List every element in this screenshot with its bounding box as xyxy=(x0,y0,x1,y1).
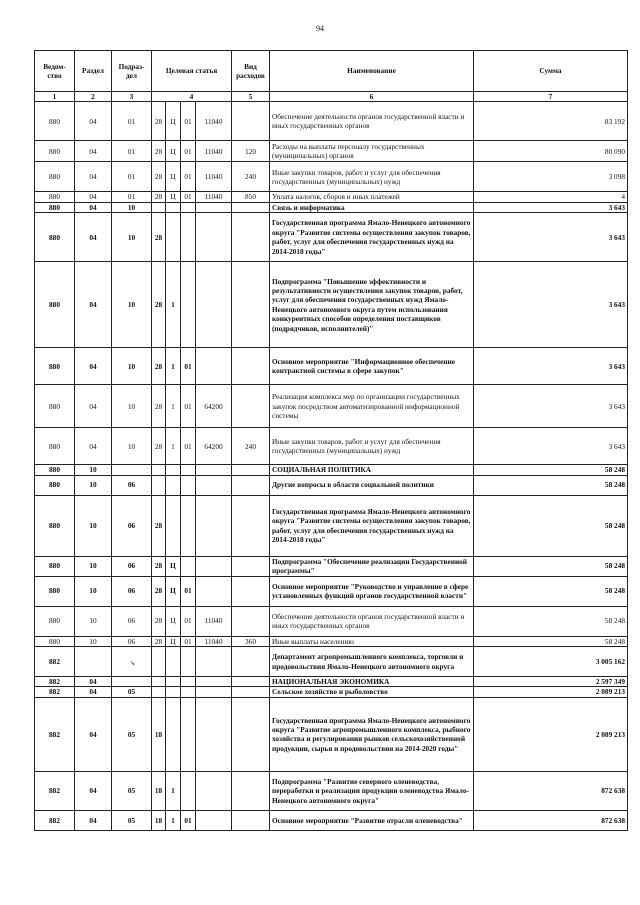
table-row xyxy=(35,636,628,646)
cell-sum: 3 643 xyxy=(474,202,628,212)
cell-t1: 18 xyxy=(152,697,166,771)
cell-t2 xyxy=(166,697,181,771)
cell-vid xyxy=(232,697,270,771)
cell-t1: 28 xyxy=(152,262,166,348)
cell-razdel: 04 xyxy=(75,687,112,697)
cell-t3 xyxy=(181,556,196,576)
cell-t2: 1 xyxy=(166,348,181,385)
table-row xyxy=(35,697,628,771)
cell-vid xyxy=(232,385,270,428)
cell-podrazdel: 05 xyxy=(112,771,152,810)
cell-t4: 11040 xyxy=(196,162,232,192)
cell-razdel: 10 xyxy=(75,556,112,576)
cell-ved: 880 xyxy=(35,192,75,202)
cell-t1: 28 xyxy=(152,556,166,576)
cell-razdel: 04 xyxy=(75,810,112,830)
cell-sum: 58 248 xyxy=(474,495,628,556)
table-row xyxy=(35,348,628,385)
cell-ved: 882 xyxy=(35,771,75,810)
cell-podrazdel xyxy=(112,677,152,687)
table-row xyxy=(35,465,628,475)
table-row xyxy=(35,687,628,697)
cell-podrazdel xyxy=(112,465,152,475)
cell-name: Основное мероприятие "Информационное обеспечение контрактной системы в сфере закупок" xyxy=(270,348,474,385)
cell-t3 xyxy=(181,202,196,212)
table-row xyxy=(35,213,628,262)
cell-t2 xyxy=(166,475,181,495)
cell-razdel: 10 xyxy=(75,576,112,606)
cell-t2 xyxy=(166,465,181,475)
cell-razdel: 04 xyxy=(75,213,112,262)
cell-razdel: 04 xyxy=(75,162,112,192)
cell-ved: 882 xyxy=(35,697,75,771)
cell-name: Уплата налогов, сборов и иных платежей xyxy=(270,192,474,202)
cell-t1: 28 xyxy=(152,348,166,385)
cell-t1: 28 xyxy=(152,636,166,646)
header-ved: Ведом-ство xyxy=(35,51,75,92)
cell-t1: 28 xyxy=(152,102,166,141)
cell-razdel: 04 xyxy=(75,697,112,771)
cell-t4: 11040 xyxy=(196,192,232,202)
cell-sum: 83 192 xyxy=(474,102,628,141)
cell-sum: 4 xyxy=(474,192,628,202)
cell-razdel: 04 xyxy=(75,192,112,202)
cell-podrazdel: 01 xyxy=(112,102,152,141)
col-num: 1 xyxy=(35,92,75,102)
cell-name: Государственная программа Ямало-Ненецкого автономного округа "Развитие системы осуществления закупок товаров, работ, услуг для обеспечения государственных нужд на 2014-2018 годы" xyxy=(270,495,474,556)
cell-t1: 28 xyxy=(152,428,166,465)
table-row xyxy=(35,495,628,556)
cell-razdel: 10 xyxy=(75,495,112,556)
budget-table xyxy=(34,50,628,831)
cell-t4 xyxy=(196,647,232,677)
cell-sum: 58 248 xyxy=(474,636,628,646)
cell-t3 xyxy=(181,262,196,348)
tick-mark: ↘ xyxy=(130,660,136,667)
cell-sum: 3 643 xyxy=(474,213,628,262)
cell-podrazdel: 06 xyxy=(112,495,152,556)
cell-name: Подпрограмма "Обеспечение реализации Государственной программы" xyxy=(270,556,474,576)
cell-razdel: 04 xyxy=(75,262,112,348)
cell-t2 xyxy=(166,495,181,556)
cell-vid: 360 xyxy=(232,636,270,646)
table-row xyxy=(35,385,628,428)
cell-t2 xyxy=(166,647,181,677)
cell-podrazdel: 10 xyxy=(112,385,152,428)
cell-sum: 3 643 xyxy=(474,262,628,348)
cell-razdel: 10 xyxy=(75,465,112,475)
cell-ved: 880 xyxy=(35,102,75,141)
cell-name: НАЦИОНАЛЬНАЯ ЭКОНОМИКА xyxy=(270,677,474,687)
cell-razdel: 04 xyxy=(75,385,112,428)
col-num: 4 xyxy=(152,92,232,102)
cell-vid xyxy=(232,475,270,495)
table-row xyxy=(35,262,628,348)
cell-razdel: 04 xyxy=(75,102,112,141)
table-row xyxy=(35,576,628,606)
cell-ved: 880 xyxy=(35,576,75,606)
cell-ved: 880 xyxy=(35,428,75,465)
cell-t2 xyxy=(166,213,181,262)
cell-t3 xyxy=(181,677,196,687)
cell-vid xyxy=(232,647,270,677)
cell-vid xyxy=(232,102,270,141)
cell-vid xyxy=(232,810,270,830)
cell-razdel: 04 xyxy=(75,428,112,465)
table-row xyxy=(35,428,628,465)
header-sum: Сумма xyxy=(474,51,628,92)
table-row xyxy=(35,677,628,687)
header-podrazdel: Подраз-дел xyxy=(112,51,152,92)
cell-ved: 882 xyxy=(35,647,75,677)
cell-t2: Ц xyxy=(166,606,181,636)
cell-podrazdel: 06 xyxy=(112,576,152,606)
cell-t1: 28 xyxy=(152,141,166,162)
cell-t3: 01 xyxy=(181,102,196,141)
cell-ved: 880 xyxy=(35,262,75,348)
col-num: 6 xyxy=(270,92,474,102)
cell-t2 xyxy=(166,687,181,697)
cell-vid xyxy=(232,677,270,687)
cell-sum: 872 638 xyxy=(474,810,628,830)
cell-t2: 1 xyxy=(166,771,181,810)
cell-vid xyxy=(232,771,270,810)
cell-t4 xyxy=(196,556,232,576)
cell-t4 xyxy=(196,677,232,687)
cell-t4 xyxy=(196,202,232,212)
cell-vid: 120 xyxy=(232,141,270,162)
cell-vid xyxy=(232,262,270,348)
cell-t4: 64200 xyxy=(196,385,232,428)
table-row xyxy=(35,162,628,192)
cell-t3 xyxy=(181,475,196,495)
cell-t3 xyxy=(181,465,196,475)
cell-podrazdel: 05 xyxy=(112,687,152,697)
cell-name: Другие вопросы в области социальной политики xyxy=(270,475,474,495)
cell-vid: 240 xyxy=(232,428,270,465)
cell-t3: 01 xyxy=(181,428,196,465)
cell-ved: 880 xyxy=(35,465,75,475)
cell-ved: 880 xyxy=(35,162,75,192)
cell-t1 xyxy=(152,687,166,697)
cell-ved: 880 xyxy=(35,385,75,428)
cell-sum: 2 089 213 xyxy=(474,697,628,771)
cell-ved: 880 xyxy=(35,556,75,576)
cell-ved: 880 xyxy=(35,213,75,262)
cell-t4: 11040 xyxy=(196,606,232,636)
cell-t3: 01 xyxy=(181,162,196,192)
table-row xyxy=(35,606,628,636)
cell-sum: 58 248 xyxy=(474,606,628,636)
cell-t4: 11040 xyxy=(196,102,232,141)
cell-razdel: 10 xyxy=(75,475,112,495)
cell-t2: Ц xyxy=(166,556,181,576)
cell-t4 xyxy=(196,348,232,385)
cell-vid xyxy=(232,606,270,636)
column-number-row xyxy=(35,92,628,102)
table-row xyxy=(35,192,628,202)
cell-t2: Ц xyxy=(166,141,181,162)
cell-sum: 58 248 xyxy=(474,556,628,576)
cell-t4 xyxy=(196,810,232,830)
cell-t1: 18 xyxy=(152,771,166,810)
cell-t4 xyxy=(196,687,232,697)
cell-sum: 2 089 213 xyxy=(474,687,628,697)
cell-razdel: 04 xyxy=(75,141,112,162)
cell-name: СОЦИАЛЬНАЯ ПОЛИТИКА xyxy=(270,465,474,475)
cell-t1: 28 xyxy=(152,213,166,262)
table-row xyxy=(35,647,628,677)
cell-podrazdel xyxy=(112,647,152,677)
cell-podrazdel: 10 xyxy=(112,348,152,385)
cell-name: Иные закупки товаров, работ и услуг для обеспечения государственных (муниципальных) нужд xyxy=(270,428,474,465)
cell-t4 xyxy=(196,495,232,556)
cell-t4: 11040 xyxy=(196,636,232,646)
cell-name: Основное мероприятие "Развитие отрасли оленеводства" xyxy=(270,810,474,830)
cell-podrazdel: 10 xyxy=(112,428,152,465)
cell-t1: 28 xyxy=(152,576,166,606)
cell-name: Иные выплаты населению xyxy=(270,636,474,646)
cell-t3 xyxy=(181,687,196,697)
header-target: Целевая статья xyxy=(152,51,232,92)
cell-t2: 1 xyxy=(166,428,181,465)
cell-ved: 880 xyxy=(35,636,75,646)
cell-t3: 01 xyxy=(181,348,196,385)
cell-name: Департамент агропромышленного комплекса, торговли и продовольствия Ямало-Ненецкого автономного округа xyxy=(270,647,474,677)
table-row xyxy=(35,475,628,495)
cell-t2: 1 xyxy=(166,810,181,830)
cell-t3: 01 xyxy=(181,192,196,202)
header-row xyxy=(35,51,628,92)
table-row xyxy=(35,771,628,810)
cell-sum: 3 643 xyxy=(474,348,628,385)
cell-t3 xyxy=(181,647,196,677)
cell-podrazdel: 06 xyxy=(112,556,152,576)
cell-t2: 1 xyxy=(166,262,181,348)
cell-t1 xyxy=(152,647,166,677)
cell-t2: Ц xyxy=(166,192,181,202)
cell-t1: 28 xyxy=(152,495,166,556)
cell-razdel: 04 xyxy=(75,677,112,687)
cell-t2 xyxy=(166,677,181,687)
cell-t4 xyxy=(196,475,232,495)
cell-vid xyxy=(232,348,270,385)
cell-t1: 28 xyxy=(152,606,166,636)
cell-vid xyxy=(232,202,270,212)
cell-podrazdel: 10 xyxy=(112,202,152,212)
cell-t1: 18 xyxy=(152,810,166,830)
cell-vid xyxy=(232,556,270,576)
table-row xyxy=(35,810,628,830)
cell-ved: 880 xyxy=(35,202,75,212)
table-row xyxy=(35,202,628,212)
cell-podrazdel: 05 xyxy=(112,697,152,771)
cell-t2: Ц xyxy=(166,162,181,192)
cell-razdel: 04 xyxy=(75,771,112,810)
cell-t4 xyxy=(196,465,232,475)
cell-razdel: 10 xyxy=(75,636,112,646)
cell-t4 xyxy=(196,262,232,348)
cell-ved: 882 xyxy=(35,810,75,830)
cell-razdel: 04 xyxy=(75,202,112,212)
cell-t1: 28 xyxy=(152,162,166,192)
cell-t3: 01 xyxy=(181,606,196,636)
col-num: 5 xyxy=(232,92,270,102)
table-body xyxy=(35,102,628,830)
cell-t1: 28 xyxy=(152,385,166,428)
cell-ved: 882 xyxy=(35,687,75,697)
cell-podrazdel: 01 xyxy=(112,192,152,202)
cell-t4 xyxy=(196,771,232,810)
cell-podrazdel: 05 xyxy=(112,810,152,830)
cell-t3 xyxy=(181,697,196,771)
cell-t1 xyxy=(152,202,166,212)
cell-t2 xyxy=(166,202,181,212)
header-name: Наименование xyxy=(270,51,474,92)
cell-podrazdel: 10 xyxy=(112,262,152,348)
cell-ved: 880 xyxy=(35,606,75,636)
cell-t2: Ц xyxy=(166,636,181,646)
cell-name: Государственная программа Ямало-Ненецкого автономного округа "Развитие системы осуществления закупок товаров, работ, услуг для обеспечения государственных нужд на 2014-2018 годы" xyxy=(270,213,474,262)
cell-sum: 58 248 xyxy=(474,465,628,475)
cell-t1 xyxy=(152,465,166,475)
page-number: 94 xyxy=(316,24,324,33)
cell-t2: 1 xyxy=(166,385,181,428)
cell-name: Иные закупки товаров, работ и услуг для обеспечения государственных (муниципальных) нужд xyxy=(270,162,474,192)
cell-name: Реализация комплекса мер по организации государственных закупок посредством автоматизированной информационной системы xyxy=(270,385,474,428)
cell-t1 xyxy=(152,475,166,495)
cell-t2: Ц xyxy=(166,576,181,606)
cell-sum: 2 597 349 xyxy=(474,677,628,687)
cell-t4: 64200 xyxy=(196,428,232,465)
cell-t3 xyxy=(181,495,196,556)
col-num: 2 xyxy=(75,92,112,102)
cell-vid xyxy=(232,495,270,556)
cell-vid: 850 xyxy=(232,192,270,202)
cell-podrazdel: 10 xyxy=(112,213,152,262)
table-row xyxy=(35,556,628,576)
cell-ved: 880 xyxy=(35,348,75,385)
cell-sum: 80 090 xyxy=(474,141,628,162)
cell-ved: 880 xyxy=(35,475,75,495)
cell-vid: 240 xyxy=(232,162,270,192)
cell-name: Сельское хозяйство и рыболовство xyxy=(270,687,474,697)
cell-t4 xyxy=(196,576,232,606)
cell-t3: 01 xyxy=(181,810,196,830)
cell-name: Связь и информатика xyxy=(270,202,474,212)
cell-name: Государственная программа Ямало-Ненецкого автономного округа "Развитие агропромышленного комплекса, рыбного хозяйства и регулирования рынков сельскохозяйственной продукции, сырья и продовольствия на 2014-2020 годы" xyxy=(270,697,474,771)
cell-t4: 11040 xyxy=(196,141,232,162)
cell-t4 xyxy=(196,697,232,771)
cell-sum: 3 098 xyxy=(474,162,628,192)
cell-ved: 880 xyxy=(35,495,75,556)
cell-podrazdel: 01 xyxy=(112,162,152,192)
cell-vid xyxy=(232,687,270,697)
cell-sum: 3 643 xyxy=(474,385,628,428)
cell-sum: 58 248 xyxy=(474,576,628,606)
header-razdel: Раздел xyxy=(75,51,112,92)
cell-sum: 3 005 162 xyxy=(474,647,628,677)
cell-name: Основное мероприятие "Руководство и управление в сфере установленных функций органов государственной власти" xyxy=(270,576,474,606)
col-num: 7 xyxy=(474,92,628,102)
cell-vid xyxy=(232,213,270,262)
cell-t3: 01 xyxy=(181,141,196,162)
cell-podrazdel: 06 xyxy=(112,475,152,495)
cell-ved: 882 xyxy=(35,677,75,687)
cell-t3: 01 xyxy=(181,636,196,646)
cell-sum: 58 248 xyxy=(474,475,628,495)
cell-t3: 01 xyxy=(181,576,196,606)
cell-name: Подпрограмма "Повышение эффективности и результативности осуществления закупок товаров, работ, услуг для обеспечения государственных нужд Ямало-Ненецкого автономного округа путем использования конкурентных способов определения поставщиков (подрядчиков, исполнителей)" xyxy=(270,262,474,348)
cell-sum: 872 638 xyxy=(474,771,628,810)
cell-podrazdel: 01 xyxy=(112,141,152,162)
cell-ved: 880 xyxy=(35,141,75,162)
col-num: 3 xyxy=(112,92,152,102)
header-vid: Вид расходов xyxy=(232,51,270,92)
cell-t3 xyxy=(181,213,196,262)
cell-razdel xyxy=(75,647,112,677)
cell-vid xyxy=(232,465,270,475)
cell-name: Подпрограмма "Развитие северного оленеводства, переработки и реализации продукции оленеводства Ямало-Ненецкого автономного округа" xyxy=(270,771,474,810)
cell-name: Обеспечение деятельности органов государственной власти и иных государственных органов xyxy=(270,102,474,141)
cell-podrazdel: 06 xyxy=(112,606,152,636)
table-row xyxy=(35,102,628,141)
cell-t3: 01 xyxy=(181,385,196,428)
cell-t4 xyxy=(196,213,232,262)
cell-name: Расходы на выплаты персоналу государственных (муниципальных) органов xyxy=(270,141,474,162)
cell-t1 xyxy=(152,677,166,687)
cell-razdel: 10 xyxy=(75,606,112,636)
cell-sum: 3 643 xyxy=(474,428,628,465)
cell-t3 xyxy=(181,771,196,810)
cell-razdel: 04 xyxy=(75,348,112,385)
cell-name: Обеспечение деятельности органов государственной власти и иных государственных органов xyxy=(270,606,474,636)
table-row xyxy=(35,141,628,162)
cell-t2: Ц xyxy=(166,102,181,141)
cell-t1: 28 xyxy=(152,192,166,202)
cell-vid xyxy=(232,576,270,606)
cell-podrazdel: 06 xyxy=(112,636,152,646)
